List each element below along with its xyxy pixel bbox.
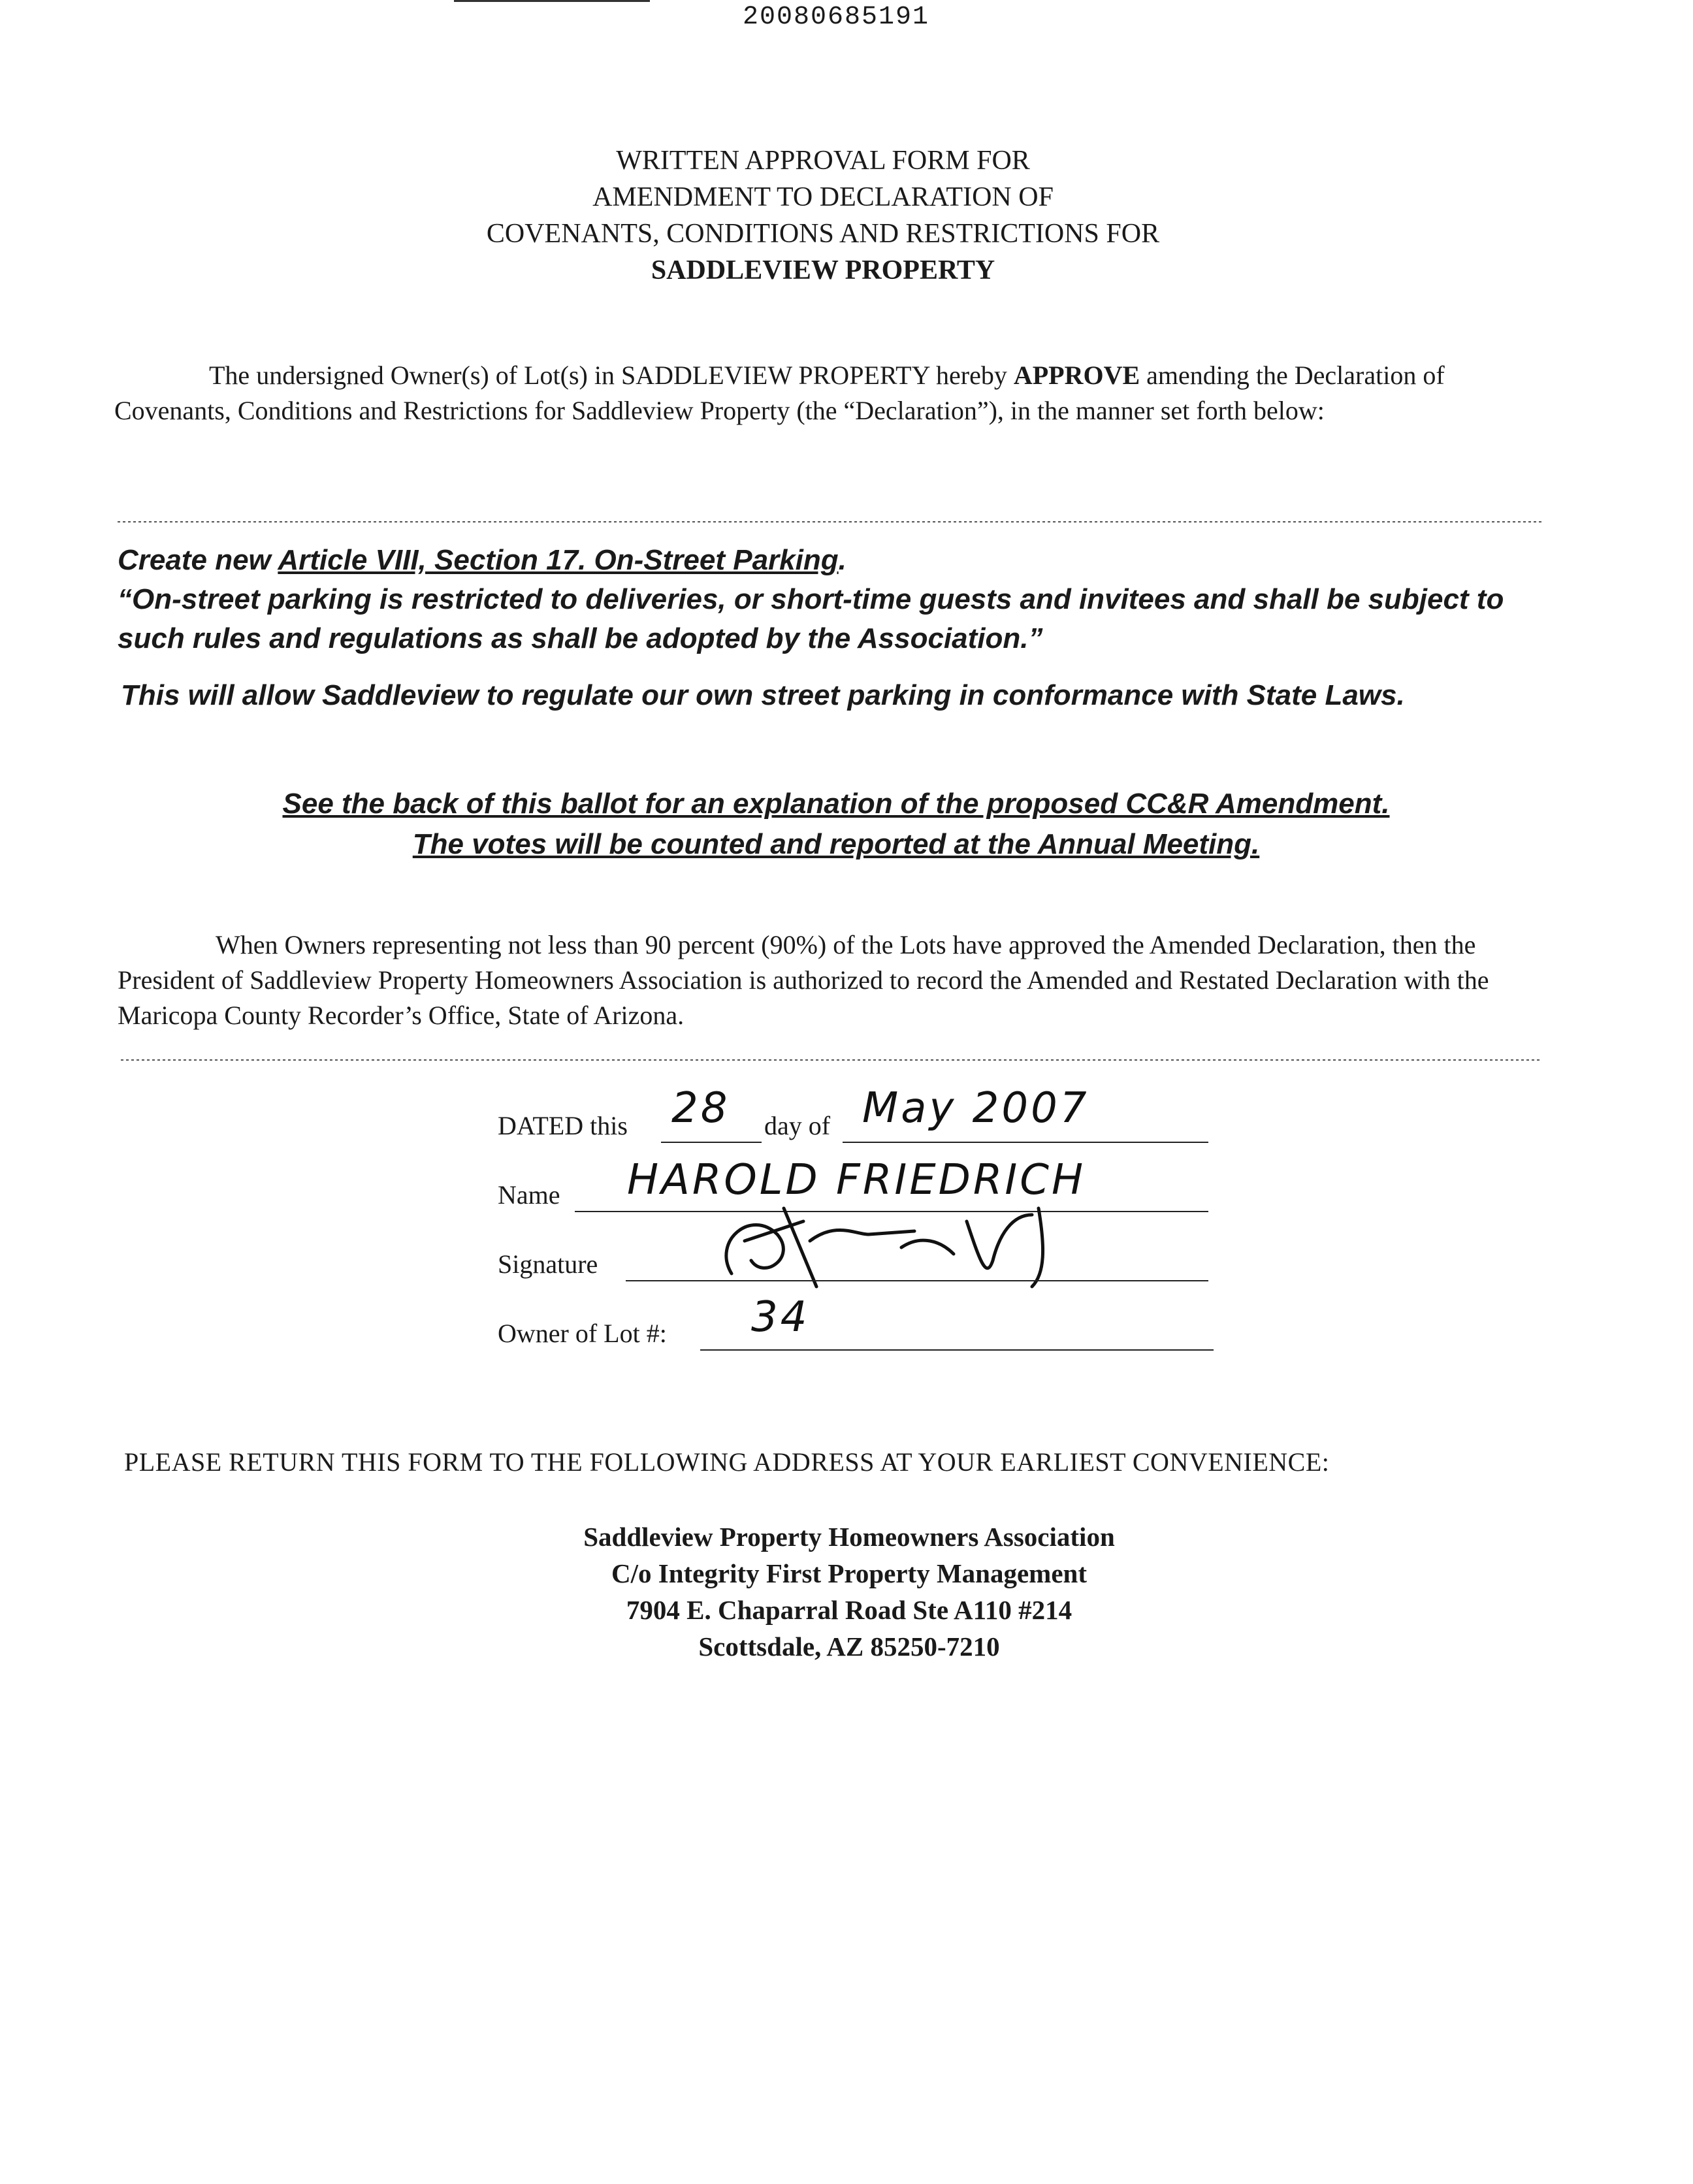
day-line: [661, 1142, 762, 1143]
top-rule: [454, 0, 650, 2]
amendment-quote: “On-street parking is restricted to deliveries, or short-time guests and invitees and shall be subject to such rules and regulations as shall be adopted by the Association.”: [118, 583, 1504, 654]
title-line-1: WRITTEN APPROVAL FORM FOR: [616, 146, 1030, 176]
title-line-2: AMENDMENT TO DECLARATION OF: [592, 182, 1054, 212]
signature-image: [705, 1195, 1137, 1293]
ballot-notice-line-1: See the back of this ballot for an explanation of the proposed CC&R Amendment.: [282, 788, 1390, 820]
return-address-line-2: C/o Integrity First Property Management: [611, 1558, 1087, 1588]
divider-top: [118, 521, 1541, 522]
amendment-note: This will allow Saddleview to regulate our own street parking in conformance with State Laws.: [121, 679, 1405, 711]
approval-paragraph: When Owners representing not less than 90 percent (90%) of the Lots have approved the Amended Declaration, then the President of Saddleview Property Homeowners Association is authorized to record the Amended and Restated Declaration with the Maricopa County Recorder’s Office, State of Arizona.: [118, 930, 1489, 1030]
intro-text-after: amending the Declaration of Covenants, Conditions and Restrictions for Saddleview Property (the “Declaration”), in the manner set forth below:: [114, 361, 1445, 425]
return-address-line-1: Saddleview Property Homeowners Association: [583, 1522, 1115, 1552]
amendment-heading: [118, 541, 1555, 580]
lot-value: 34: [751, 1293, 810, 1341]
title-line-3: COVENANTS, CONDITIONS AND RESTRICTIONS FOR: [486, 219, 1160, 249]
lot-label: Owner of Lot #:: [498, 1319, 667, 1348]
return-address-line-4: Scottsdale, AZ 85250-7210: [698, 1631, 1000, 1662]
intro-emphasis: APPROVE: [1013, 361, 1140, 390]
return-heading: PLEASE RETURN THIS FORM TO THE FOLLOWING ADDRESS AT YOUR EARLIEST CONVENIENCE:: [124, 1447, 1330, 1477]
amendment-suffix: .: [838, 544, 846, 576]
amendment-article: Article VIII, Section 17. On-Street Parking: [278, 544, 839, 576]
form-title: [366, 142, 1280, 289]
amendment-prefix: Create new: [118, 544, 278, 576]
signature-label: Signature: [498, 1249, 598, 1279]
ballot-notice: [196, 784, 1476, 865]
return-address: [457, 1518, 1241, 1665]
intro-paragraph: [114, 358, 1519, 428]
month-year-line: [843, 1142, 1208, 1143]
name-label: Name: [498, 1180, 560, 1210]
return-address-line-3: 7904 E. Chaparral Road Ste A110 #214: [626, 1595, 1072, 1625]
dated-label: DATED this: [498, 1111, 628, 1140]
title-line-4: SADDLEVIEW PROPERTY: [651, 255, 995, 285]
signature-line: [626, 1280, 1208, 1281]
amendment-block: [118, 541, 1555, 658]
document-number: 20080685191: [742, 3, 930, 32]
intro-text-before: The undersigned Owner(s) of Lot(s) in SADDLEVIEW PROPERTY hereby: [209, 361, 1014, 390]
month-year-value: May 2007: [862, 1084, 1089, 1132]
day-value: 28: [671, 1084, 730, 1132]
ballot-notice-line-2: The votes will be counted and reported at the Annual Meeting.: [412, 828, 1260, 860]
day-of-label: day of: [764, 1111, 831, 1140]
divider-bottom: [121, 1059, 1541, 1061]
lot-line: [700, 1349, 1214, 1351]
name-value: HAROLD FRIEDRICH: [627, 1156, 1086, 1204]
